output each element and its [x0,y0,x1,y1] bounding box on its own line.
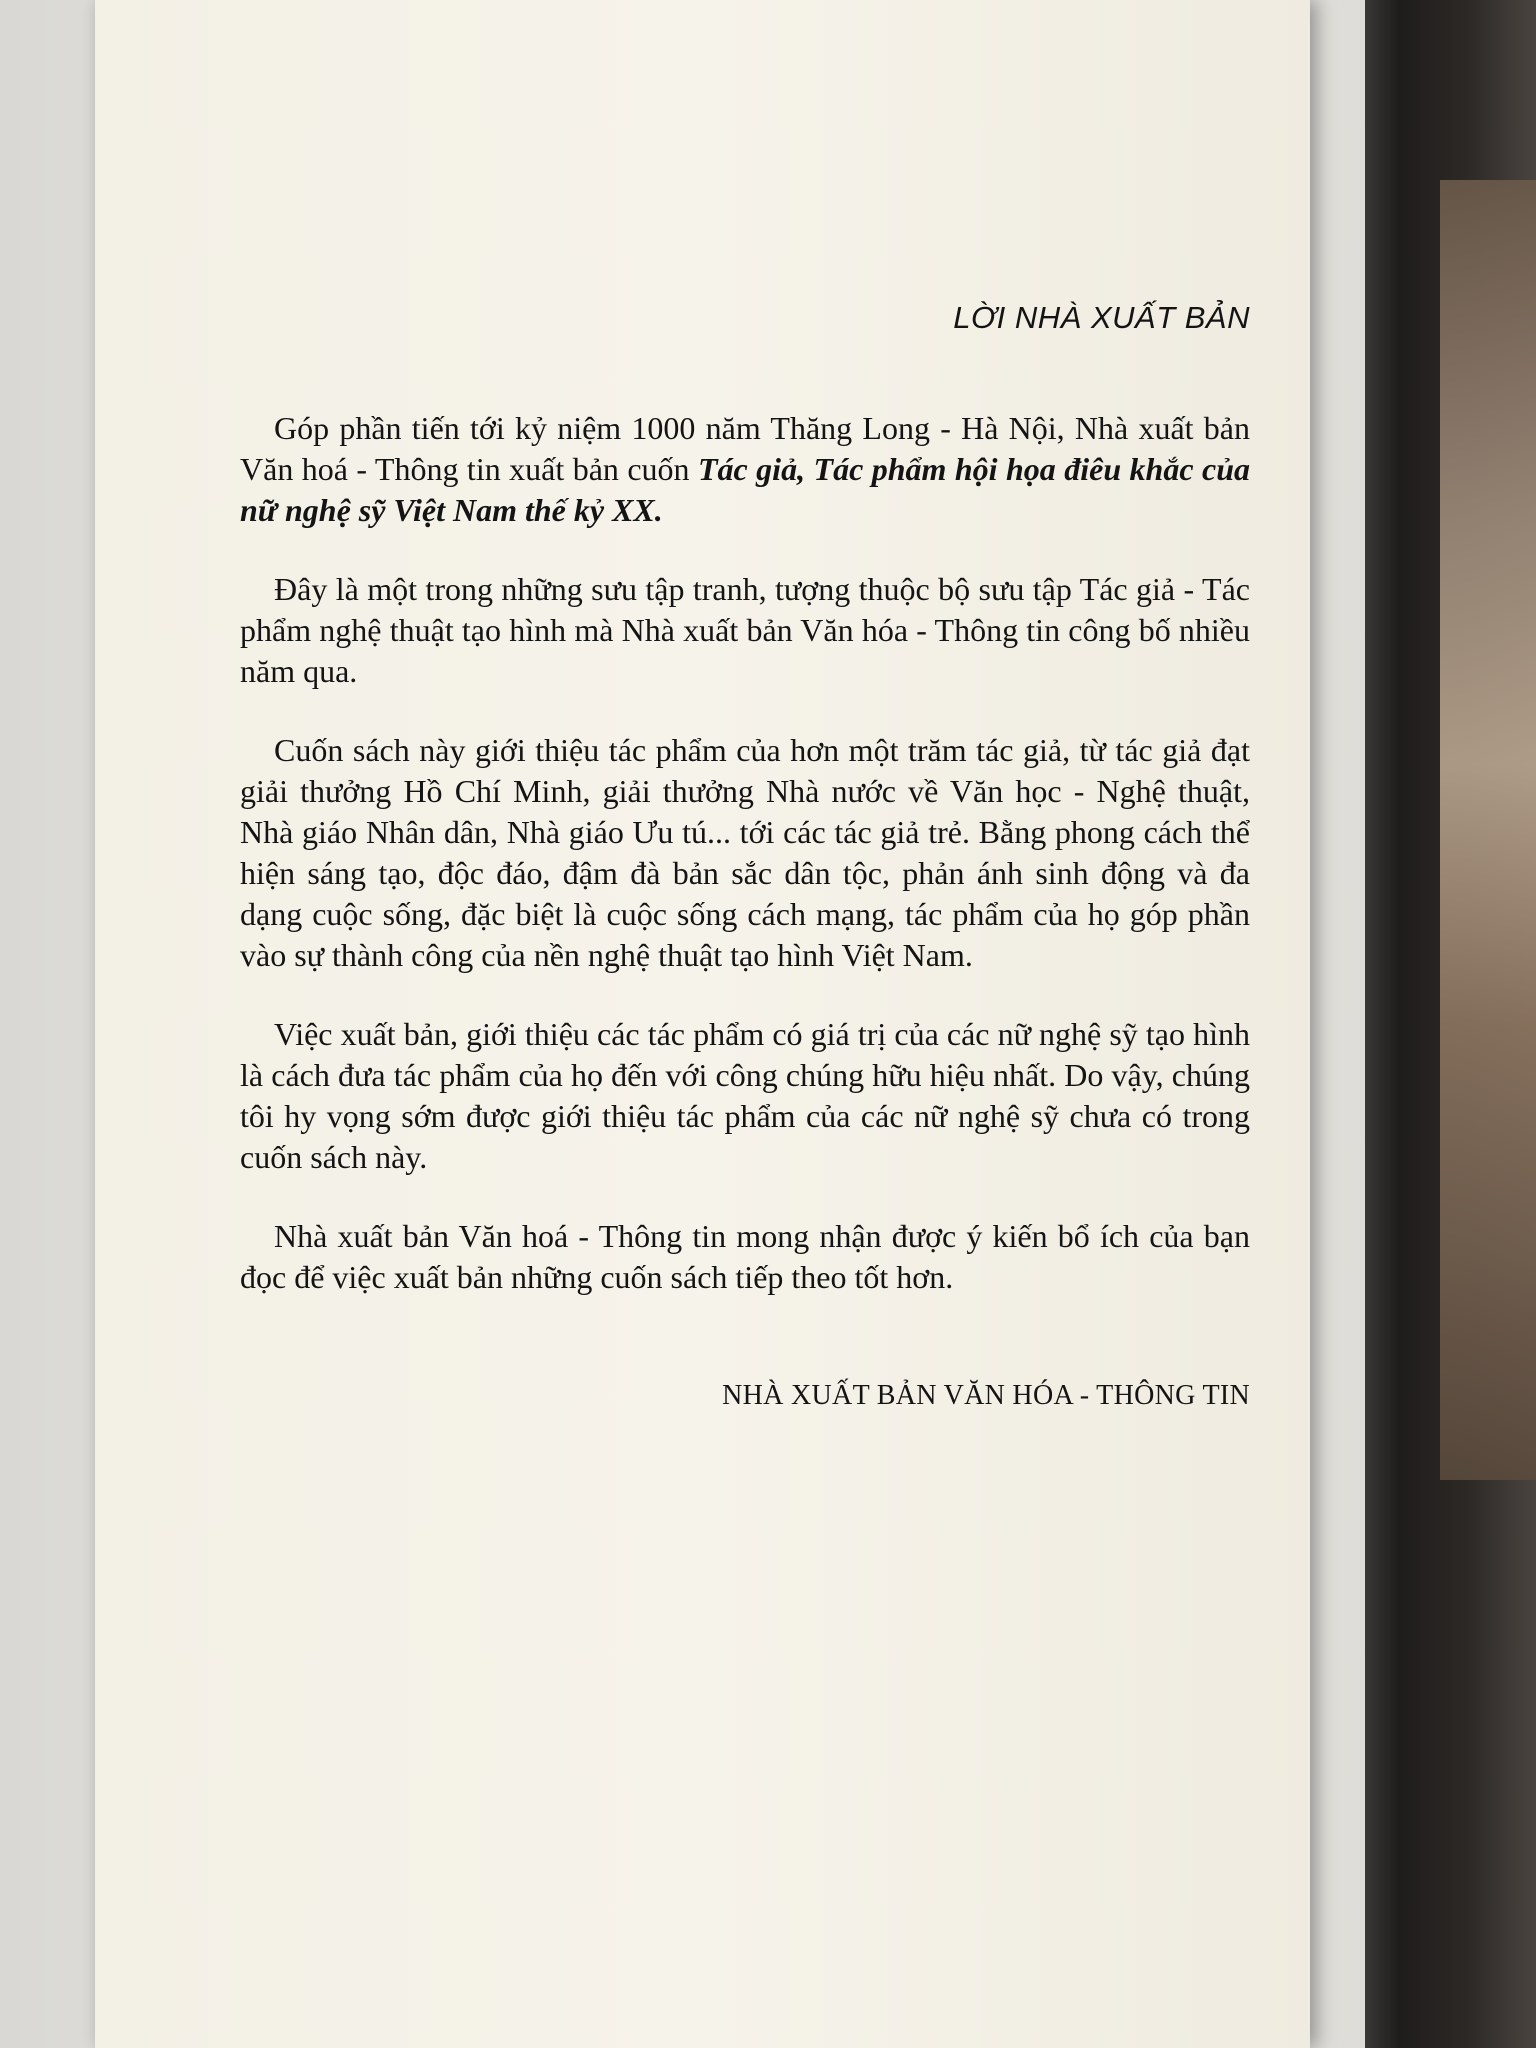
paragraph-3: Cuốn sách này giới thiệu tác phẩm của hơn một trăm tác giả, từ tác giả đạt giải thưởng Hồ Chí Minh, giải thưởng Nhà nước về Văn học - Nghệ thuật, Nhà giáo Nhân dân, Nhà giáo Ưu tú... tới các tác giả trẻ. Bằng phong cách thể hiện sáng tạo, độc đáo, đậm đà bản sắc dân tộc, phản ánh sinh động và đa dạng cuộc sống, đặc biệt là cuộc sống cách mạng, tác phẩm của họ góp phần vào sự thành công của nền nghệ thuật tạo hình Việt Nam. [240,732,1250,973]
paragraph-5: Nhà xuất bản Văn hoá - Thông tin mong nhận được ý kiến bổ ích của bạn đọc để việc xuất bản những cuốn sách tiếp theo tốt hơn. [240,1218,1250,1295]
rusty-surface [1440,180,1536,1480]
paragraph-4: Việc xuất bản, giới thiệu các tác phẩm có giá trị của các nữ nghệ sỹ tạo hình là cách đưa tác phẩm của họ đến với công chúng hữu hiệu nhất. Do vậy, chúng tôi hy vọng sớm được giới thiệu tác phẩm của các nữ nghệ sỹ chưa có trong cuốn sách này. [240,1016,1250,1175]
book-title-emphasis: Tác giả, Tác phẩm hội họa điêu khắc của nữ nghệ sỹ Việt Nam thế kỷ XX. [240,451,1250,528]
paragraph-1 [240,408,1250,531]
paragraph-2: Đây là một trong những sưu tập tranh, tượng thuộc bộ sưu tập Tác giả - Tác phẩm nghệ thuật tạo hình mà Nhà xuất bản Văn hóa - Thông tin công bố nhiều năm qua. [240,571,1250,689]
book-page [95,0,1310,2048]
page-content [240,300,1250,1412]
paragraph-1-text: Góp phần tiến tới kỷ niệm 1000 năm Thăng Long - Hà Nội, Nhà xuất bản Văn hoá - Thông tin xuất bản cuốn [240,410,1250,487]
page-heading: LỜI NHÀ XUẤT BẢN [953,300,1250,335]
publisher-signature: NHÀ XUẤT BẢN VĂN HÓA - THÔNG TIN [722,1380,1250,1411]
